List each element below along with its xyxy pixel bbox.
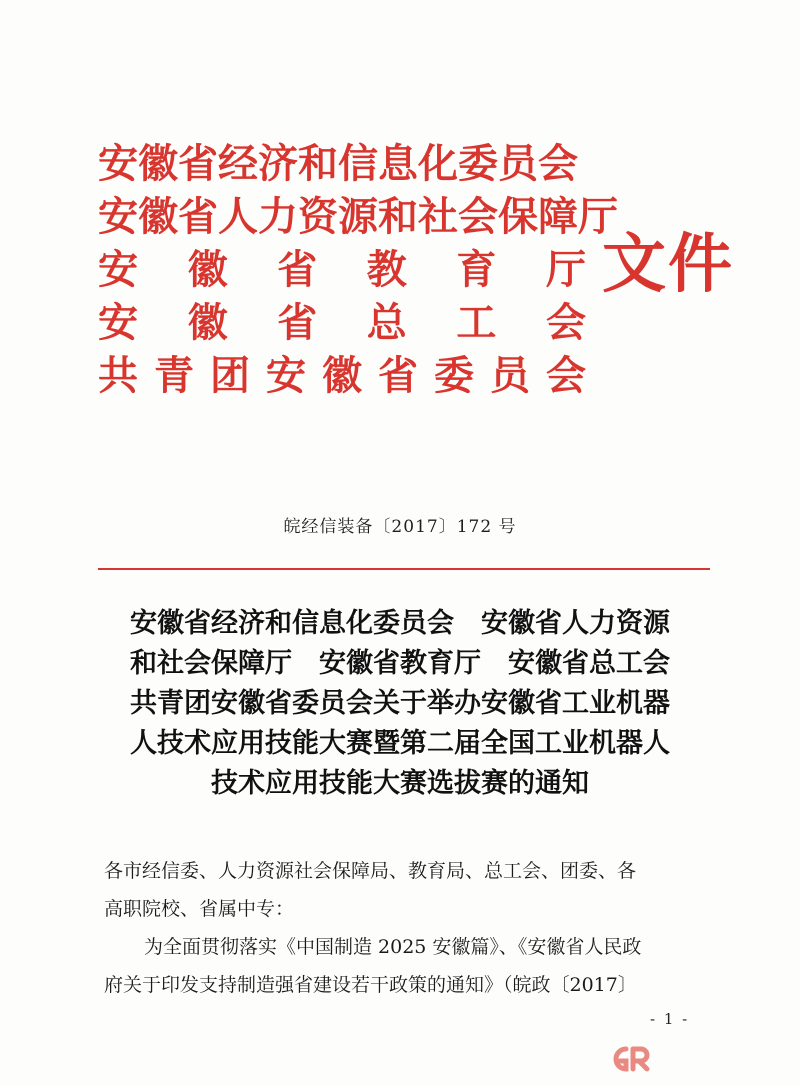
- agency-name-4: 安 徽 省 总 工 会: [98, 299, 586, 346]
- document-title: [88, 604, 712, 804]
- agency-name-5: 共 青 团 安 徽 省 委 员 会: [98, 352, 586, 399]
- red-divider: [98, 568, 710, 570]
- addressee-line: 高职院校、省属中专：: [104, 898, 295, 920]
- body-paragraph-line: 府关于印发支持制造强省建设若干政策的通知》（皖政〔2017〕: [104, 974, 637, 996]
- agency-name-2: 安徽省人力资源和社会保障厅: [98, 193, 618, 240]
- title-line: 人技术应用技能大赛暨第二届全国工业机器人: [130, 728, 670, 759]
- title-line: 和社会保障厅 安徽省教育厅 安徽省总工会: [130, 648, 670, 679]
- title-line: 共青团安徽省委员会关于举办安徽省工业机器: [130, 688, 670, 719]
- letterhead: [98, 138, 734, 418]
- agency-name-1: 安徽省经济和信息化委员会: [98, 140, 578, 187]
- agency-list: [98, 138, 618, 403]
- page-number: - 1 -: [650, 1010, 690, 1028]
- body-paragraph-line: 为全面贯彻落实《中国制造 2025 安徽篇》、《安徽省人民政: [144, 936, 642, 958]
- title-line: 技术应用技能大赛选拔赛的通知: [211, 768, 589, 799]
- agency-name-3: 安 徽 省 教 育 厅: [98, 246, 586, 293]
- title-line: 安徽省经济和信息化委员会 安徽省人力资源: [130, 608, 670, 639]
- watermark-logo-icon: [606, 1044, 652, 1074]
- document-number: 皖经信装备〔2017〕172 号: [283, 517, 517, 537]
- document-body: [104, 852, 708, 1004]
- file-label: 文件: [602, 227, 734, 302]
- addressee-line: 各市经信委、人力资源社会保障局、教育局、总工会、团委、各: [104, 860, 637, 882]
